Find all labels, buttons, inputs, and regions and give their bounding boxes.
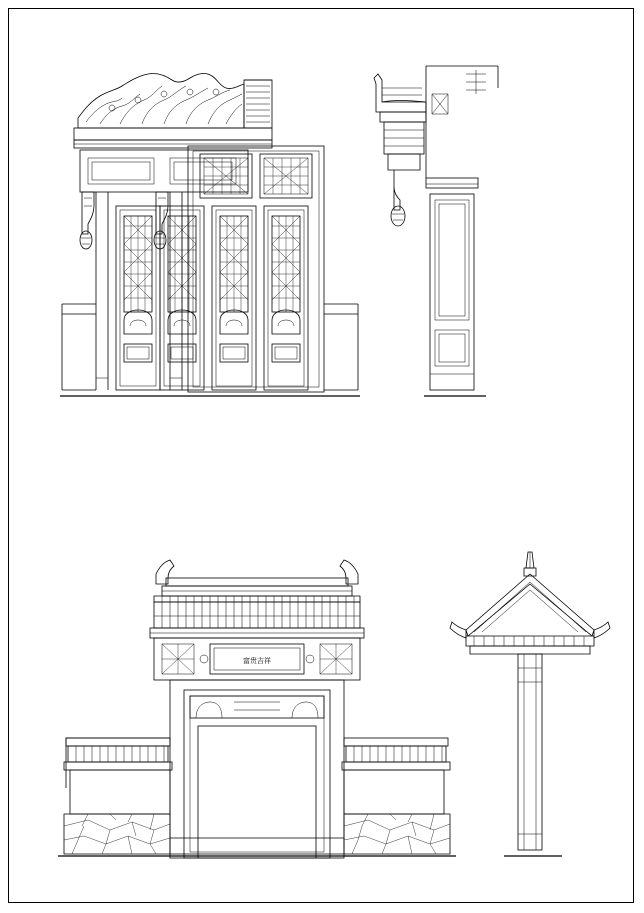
gate-opening xyxy=(170,680,344,858)
side-elevation-door-bay xyxy=(366,58,516,410)
dimension-ticks xyxy=(466,70,486,94)
gate-front-elevation xyxy=(58,538,458,868)
gate-side-elevation xyxy=(444,538,624,868)
door-leaves xyxy=(116,206,308,390)
wall-cornice xyxy=(426,178,478,188)
flanking-wall-left xyxy=(64,738,172,814)
eave-cornice xyxy=(74,128,272,148)
gate-post xyxy=(518,654,542,850)
flanking-wall-right xyxy=(342,738,450,814)
plaque-inscription: 富贵吉祥 xyxy=(243,657,271,665)
gable-roof xyxy=(450,574,610,654)
lattice-pattern-icon xyxy=(204,158,248,194)
stone-masonry-icon xyxy=(64,814,450,854)
roof-finial xyxy=(524,552,536,576)
wall-top-edge xyxy=(426,66,498,178)
flanking-wall-bands xyxy=(62,304,358,390)
front-elevation-door-bay xyxy=(60,58,360,410)
columns xyxy=(96,192,182,390)
corbel-bracket-left xyxy=(80,192,94,249)
gate-frieze xyxy=(154,638,360,680)
roof-edge-block xyxy=(244,80,272,128)
upturned-eave xyxy=(374,74,426,112)
dragon-ridge-ornament-icon xyxy=(78,73,244,128)
gate-roof xyxy=(150,560,364,638)
upper-lintel-panels xyxy=(80,150,248,192)
corbel-assembly xyxy=(380,112,426,226)
transom-lattice-panels xyxy=(200,154,312,198)
wall-panel xyxy=(430,194,474,390)
